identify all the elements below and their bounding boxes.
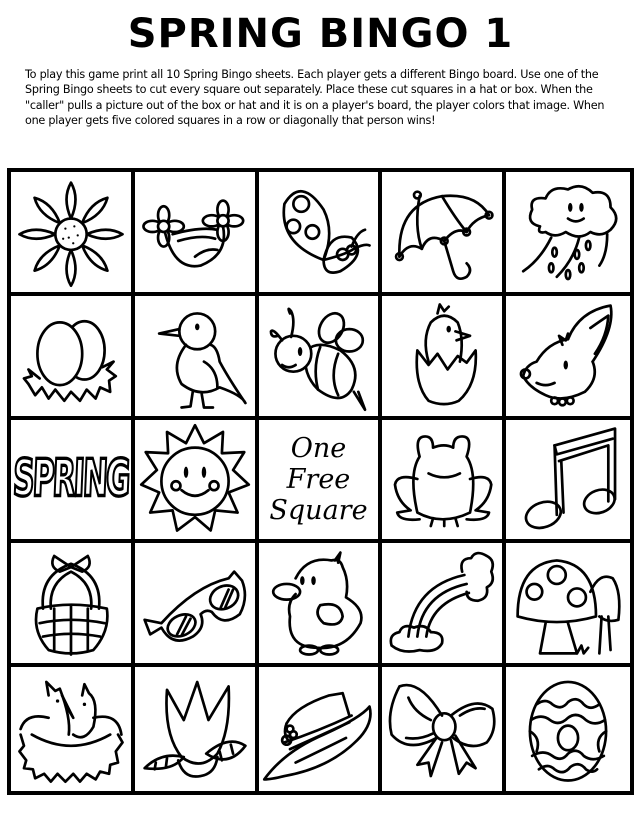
bingo-cell-bird[interactable] xyxy=(135,296,259,420)
flower-icon xyxy=(15,176,127,288)
music-note-icon xyxy=(512,423,624,535)
bingo-cell-easter-egg[interactable] xyxy=(506,667,630,791)
rainbow-icon xyxy=(386,547,498,659)
bingo-cell-rain-cloud[interactable] xyxy=(506,172,630,296)
bingo-cell-spring-word[interactable] xyxy=(11,420,135,544)
easter-egg-icon xyxy=(512,673,624,785)
bingo-cell-chick[interactable] xyxy=(259,543,383,667)
chick-icon xyxy=(262,547,374,659)
baby-birds-nest-icon xyxy=(15,673,127,785)
bingo-cell-bow[interactable] xyxy=(382,667,506,791)
eggs-in-nest-icon xyxy=(15,300,127,412)
bird-icon xyxy=(139,300,251,412)
mushrooms-icon xyxy=(512,547,624,659)
basket-icon xyxy=(15,547,127,659)
bingo-cell-sun[interactable] xyxy=(135,420,259,544)
bingo-cell-music-note[interactable] xyxy=(506,420,630,544)
page-title: SPRING BINGO 1 xyxy=(127,11,514,57)
bingo-cell-eggs-in-nest[interactable] xyxy=(11,296,135,420)
bow-icon xyxy=(386,673,498,785)
bingo-cell-flower[interactable] xyxy=(11,172,135,296)
instructions-text: To play this game print all 10 Spring Bingo sheets. Each player gets a different Bingo board. Use one of the Spring Bingo sheets to cut every square out separately. Place these cut squares in a hat or box. When the "caller" pulls a picture out of the box or hat and it is on a player's board, the player colors that image. When one player gets five colored squares in a row or diagonally that person wins! xyxy=(25,68,605,128)
frog-icon xyxy=(386,423,498,535)
bingo-cell-umbrella[interactable] xyxy=(382,172,506,296)
bingo-cell-mushrooms[interactable] xyxy=(506,543,630,667)
bingo-cell-frog[interactable] xyxy=(382,420,506,544)
sunglasses-icon xyxy=(139,547,251,659)
bingo-cell-rainbow[interactable] xyxy=(382,543,506,667)
flower-garland-icon xyxy=(139,176,251,288)
free-square[interactable] xyxy=(259,420,383,544)
bingo-cell-flower-garland[interactable] xyxy=(135,172,259,296)
bingo-cell-sunglasses[interactable] xyxy=(135,543,259,667)
free-square-text: One Free Square xyxy=(269,432,368,526)
bingo-cell-basket[interactable] xyxy=(11,543,135,667)
bee-icon xyxy=(262,300,374,412)
butterfly-icon xyxy=(262,176,374,288)
rain-cloud-icon xyxy=(512,176,624,288)
sun-icon xyxy=(139,423,251,535)
bingo-cell-tulip[interactable] xyxy=(135,667,259,791)
bingo-cell-baby-birds-nest[interactable] xyxy=(11,667,135,791)
bingo-cell-bee[interactable] xyxy=(259,296,383,420)
hatching-chick-icon xyxy=(386,300,498,412)
umbrella-icon xyxy=(386,176,498,288)
spring-word-art: SPRING xyxy=(11,449,130,510)
bingo-cell-hat[interactable] xyxy=(259,667,383,791)
tulip-icon xyxy=(139,673,251,785)
bingo-cell-butterfly[interactable] xyxy=(259,172,383,296)
bunny-icon xyxy=(512,300,624,412)
bingo-board xyxy=(7,168,634,795)
bingo-cell-hatching-chick[interactable] xyxy=(382,296,506,420)
hat-icon xyxy=(262,673,374,785)
bingo-cell-bunny[interactable] xyxy=(506,296,630,420)
